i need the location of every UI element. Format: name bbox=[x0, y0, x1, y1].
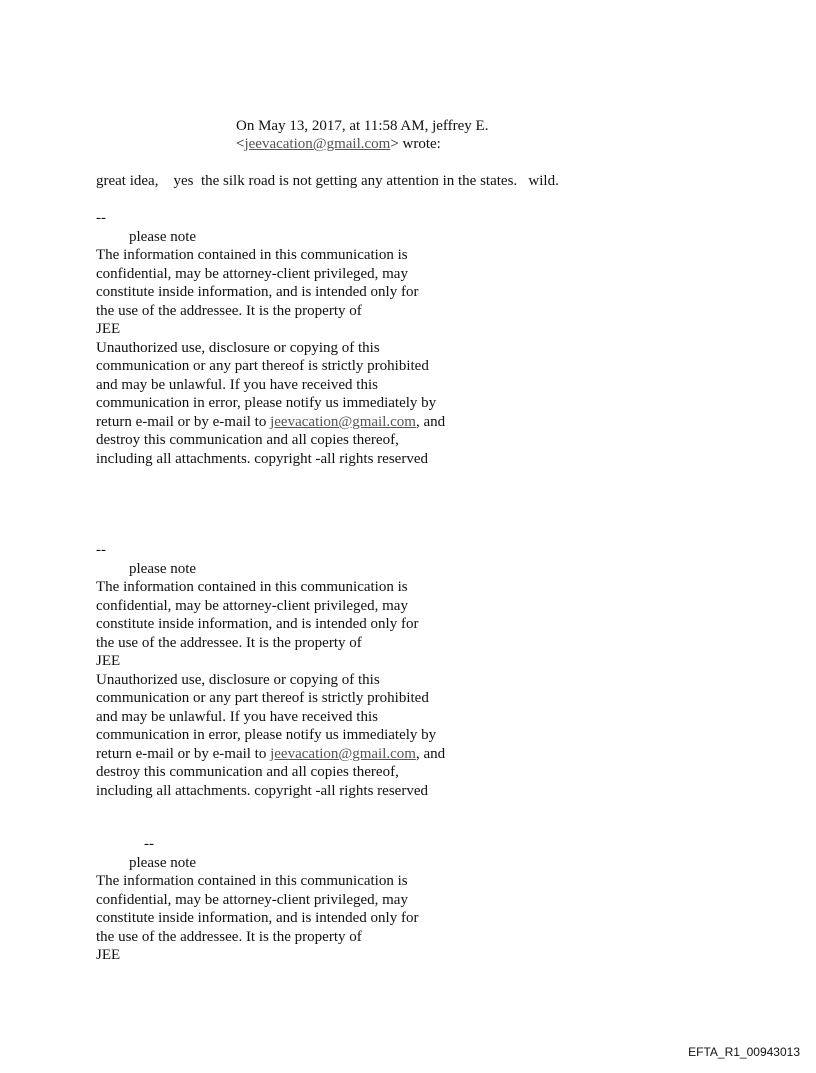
disclaimer-email-link[interactable]: jeevacation@gmail.com bbox=[270, 745, 416, 762]
disclaimer-line: Unauthorized use, disclosure or copying of this bbox=[96, 339, 380, 356]
disclaimer-block-3 bbox=[96, 835, 418, 965]
disclaimer-line: the use of the addressee. It is the property of bbox=[96, 302, 362, 319]
lt-bracket: < bbox=[236, 136, 245, 152]
disclaimer-line: communication or any part thereof is strictly prohibited bbox=[96, 358, 429, 374]
quote-header-email-line bbox=[236, 135, 441, 154]
disclaimer-line: confidential, may be attorney-client privileged, may bbox=[96, 265, 408, 282]
disclaimer-line: constitute inside information, and is intended only for bbox=[96, 910, 419, 926]
return-suffix: , and bbox=[415, 745, 446, 762]
return-suffix: , and bbox=[415, 413, 446, 430]
please-note: please note bbox=[129, 228, 197, 245]
quote-header-line: On May 13, 2017, at 11:58 AM, jeffrey E. bbox=[236, 118, 489, 134]
disclaimer-line: including all attachments. copyright -all rights reserved bbox=[96, 450, 428, 467]
document-id: EFTA_R1_00943013 bbox=[688, 1045, 800, 1059]
disclaimer-line: constitute inside information, and is intended only for bbox=[96, 616, 419, 632]
disclaimer-line: JEE bbox=[96, 653, 121, 669]
disclaimer-line: the use of the addressee. It is the property of bbox=[96, 634, 362, 651]
disclaimer-line: The information contained in this communication is bbox=[96, 873, 408, 889]
please-note: please note bbox=[129, 854, 197, 871]
disclaimer-line: Unauthorized use, disclosure or copying of this bbox=[96, 671, 380, 688]
disclaimer-line: and may be unlawful. If you have received this bbox=[96, 708, 378, 725]
disclaimer-line: including all attachments. copyright -all rights reserved bbox=[96, 782, 428, 799]
disclaimer-line: communication in error, please notify us immediately by bbox=[96, 395, 437, 411]
please-note: please note bbox=[129, 560, 197, 577]
signature-dashes: -- bbox=[96, 210, 106, 226]
disclaimer-block-2 bbox=[96, 541, 445, 800]
return-prefix: return e-mail or by e-mail to bbox=[96, 413, 271, 430]
signature-dashes: -- bbox=[144, 836, 154, 852]
disclaimer-email-link[interactable]: jeevacation@gmail.com bbox=[270, 413, 416, 430]
disclaimer-line: communication or any part thereof is strictly prohibited bbox=[96, 690, 429, 706]
disclaimer-line: The information contained in this communication is bbox=[96, 247, 408, 263]
disclaimer-line: The information contained in this communication is bbox=[96, 579, 408, 595]
return-prefix: return e-mail or by e-mail to bbox=[96, 745, 271, 762]
wrote-text: > wrote: bbox=[390, 136, 441, 152]
disclaimer-line: JEE bbox=[96, 947, 121, 963]
signature-dashes: -- bbox=[96, 542, 106, 558]
disclaimer-line: and may be unlawful. If you have received this bbox=[96, 376, 378, 393]
disclaimer-line: constitute inside information, and is intended only for bbox=[96, 284, 419, 300]
disclaimer-line: confidential, may be attorney-client privileged, may bbox=[96, 891, 408, 908]
disclaimer-line: destroy this communication and all copies thereof, bbox=[96, 432, 399, 448]
disclaimer-return-line bbox=[96, 745, 445, 764]
disclaimer-line: destroy this communication and all copies thereof, bbox=[96, 764, 399, 780]
disclaimer-block-1 bbox=[96, 209, 445, 468]
disclaimer-line: the use of the addressee. It is the property of bbox=[96, 928, 362, 945]
message-body: great idea, yes the silk road is not getting any attention in the states. wild. bbox=[96, 173, 559, 189]
disclaimer-line: confidential, may be attorney-client privileged, may bbox=[96, 597, 408, 614]
disclaimer-line: JEE bbox=[96, 321, 121, 337]
disclaimer-return-line bbox=[96, 413, 445, 432]
disclaimer-line: communication in error, please notify us immediately by bbox=[96, 727, 437, 743]
sender-email-link[interactable]: jeevacation@gmail.com bbox=[244, 136, 391, 152]
